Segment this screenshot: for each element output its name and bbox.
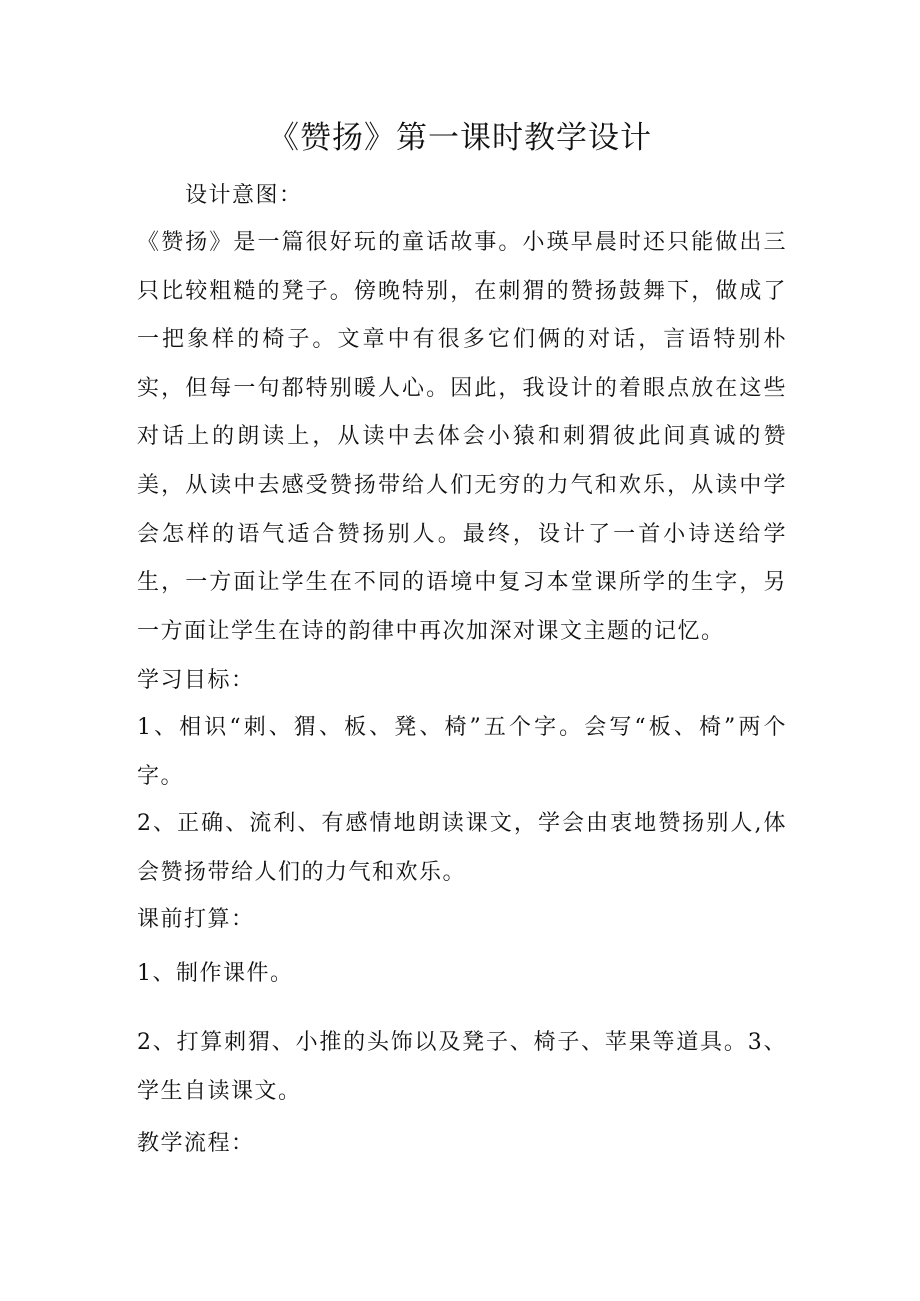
process-heading: 教学流程： <box>137 1131 255 1156</box>
prep-item-1: 1、制作课件。 <box>137 961 294 986</box>
document-title: 《赞扬》第一课时教学设计 <box>268 120 652 156</box>
goals-heading: 学习目标： <box>137 668 255 693</box>
prep-item-2: 2、打算刺猬、小推的头饰以及凳子、椅子、苹果等道具。3、学生自读课文。 <box>137 1030 787 1104</box>
intent-heading: 设计意图： <box>185 183 303 208</box>
goal-item-1: 1、相识“刺、猬、板、凳、椅”五个字。会写“板、椅”两个字。 <box>137 715 787 789</box>
intent-paragraph: 《赞扬》是一篇很好玩的童话故事。小瑛早晨时还只能做出三只比较粗糙的凳子。傍晚特别，在刺猬的赞扬鼓舞下，做成了一把象样的椅子。文章中有很多它们俩的对话，言语特别朴实，但每一句都特别暖人心。因此，我设计的着眼点放在这些对话上的朗读上，从读中去体会小猿和刺猬彼此间真诚的赞美，从读中去感受赞扬带给人们无穷的力气和欢乐，从读中学会怎样的语气适合赞扬别人。最终，设计了一首小诗送给学生，一方面让学生在不同的语境中复习本堂课所学的生字，另一方面让学生在诗的韵律中再次加深对课文主题的记忆。 <box>137 230 787 644</box>
prep-heading: 课前打算： <box>137 907 255 932</box>
goal-item-2: 2、正确、流利、有感情地朗读课文，学会由衷地赞扬别人,体会赞扬带给人们的力气和欢乐。 <box>137 811 787 885</box>
